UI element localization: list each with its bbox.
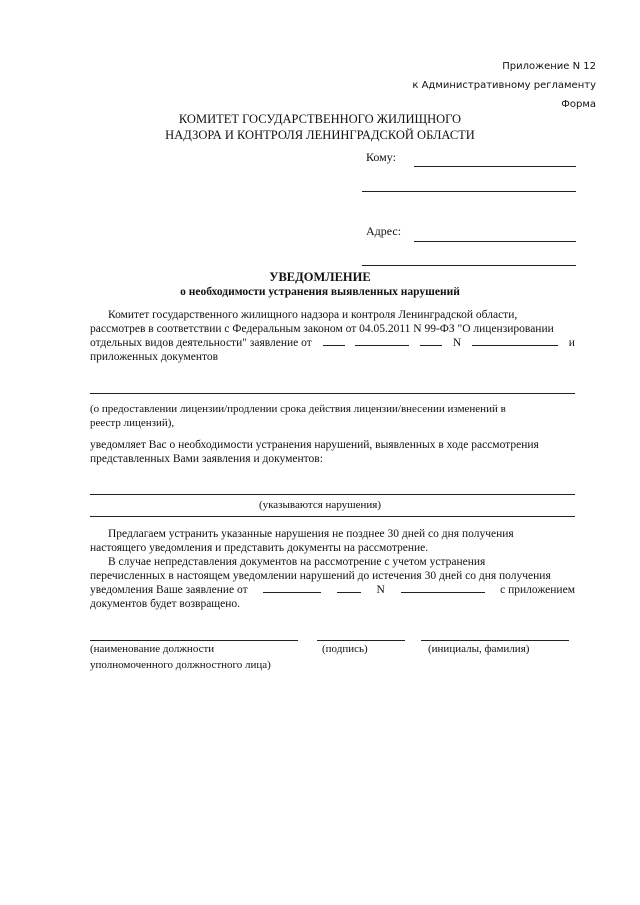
return-date-field[interactable] <box>263 583 321 593</box>
return-date-label: уведомления Ваше заявление от <box>90 584 248 596</box>
to-field-line-1[interactable] <box>414 166 576 167</box>
appendix-form-label: Форма <box>561 99 596 110</box>
paragraph-2 <box>90 402 575 430</box>
application-year-field[interactable] <box>420 336 442 346</box>
paragraph-2-line-2: реестр лицензий), <box>90 417 175 429</box>
return-number-label: N <box>376 584 385 596</box>
paragraph-5 <box>90 555 575 611</box>
address-field-line-2[interactable] <box>362 265 576 266</box>
position-field-line[interactable] <box>90 640 298 641</box>
application-month-field[interactable] <box>355 336 409 346</box>
paragraph-4 <box>90 527 575 555</box>
notice-subtitle: о необходимости устранения выявленных нарушений <box>180 286 460 298</box>
violations-caption: (указываются нарушения) <box>258 499 382 511</box>
paragraph-5-line-2: перечисленных в настоящем уведомлении нарушений до истечения 30 дней со дня получения <box>90 570 551 582</box>
position-caption-line-2: уполномоченного должностного лица) <box>90 659 271 671</box>
paragraph-5-line-3 <box>90 583 575 597</box>
signature-caption: (подпись) <box>322 643 368 655</box>
application-subject-field-line[interactable] <box>90 393 575 394</box>
name-caption: (инициалы, фамилия) <box>428 643 530 655</box>
application-number-field[interactable] <box>472 336 558 346</box>
application-day-field[interactable] <box>323 336 345 346</box>
position-caption-line-1: (наименование должности <box>90 643 215 655</box>
violations-separator <box>90 516 575 517</box>
name-field-line[interactable] <box>421 640 569 641</box>
paragraph-4-line-2: настоящего уведомления и представить документы на рассмотрение. <box>90 542 429 554</box>
organization-line-2: НАДЗОРА И КОНТРОЛЯ ЛЕНИНГРАДСКОЙ ОБЛАСТИ <box>165 128 475 142</box>
appendix-reference: к Административному регламенту <box>412 80 596 91</box>
to-field-line-2[interactable] <box>362 191 576 192</box>
address-field-line-1[interactable] <box>414 241 576 242</box>
return-attachment-text: с приложением <box>500 584 575 596</box>
appendix-header <box>412 57 596 114</box>
paragraph-1-line-3 <box>90 336 575 350</box>
notice-title: УВЕДОМЛЕНИЕ <box>269 270 371 284</box>
paragraph-1-conjunction: и <box>568 337 575 349</box>
paragraph-1-line-1: Комитет государственного жилищного надзора и контроля Ленинградской области, <box>108 309 518 321</box>
paragraph-1 <box>90 308 575 364</box>
paragraph-4-line-1: Предлагаем устранить указанные нарушения не позднее 30 дней со дня получения <box>108 528 514 540</box>
signature-field-line[interactable] <box>317 640 405 641</box>
paragraph-3 <box>90 438 575 466</box>
appendix-number: Приложение N 12 <box>502 61 596 72</box>
application-date-label: отдельных видов деятельности" заявление от <box>90 337 312 349</box>
address-label: Адрес: <box>366 224 402 238</box>
application-number-label: N <box>452 337 462 349</box>
organization-name <box>0 111 640 143</box>
paragraph-3-line-1: уведомляет Вас о необходимости устранения нарушений, выявленных в ходе рассмотрения <box>90 439 539 451</box>
paragraph-3-line-2: представленных Вами заявления и документов: <box>90 453 323 465</box>
paragraph-1-line-2: рассмотрев в соответствии с Федеральным законом от 04.05.2011 N 99-ФЗ "О лицензировании <box>90 323 554 335</box>
paragraph-1-line-4: приложенных документов <box>90 351 219 363</box>
return-number-field[interactable] <box>401 583 485 593</box>
paragraph-5-line-4: документов будет возвращено. <box>90 598 241 610</box>
organization-line-1: КОМИТЕТ ГОСУДАРСТВЕННОГО ЖИЛИЩНОГО <box>178 112 462 126</box>
paragraph-2-line-1: (о предоставлении лицензии/продлении срока действия лицензии/внесении изменений в <box>90 403 506 415</box>
to-label: Кому: <box>366 150 396 164</box>
paragraph-5-line-1: В случае непредставления документов на рассмотрение с учетом устранения <box>108 556 486 568</box>
violations-field-line[interactable] <box>90 494 575 495</box>
return-year-field[interactable] <box>337 583 361 593</box>
